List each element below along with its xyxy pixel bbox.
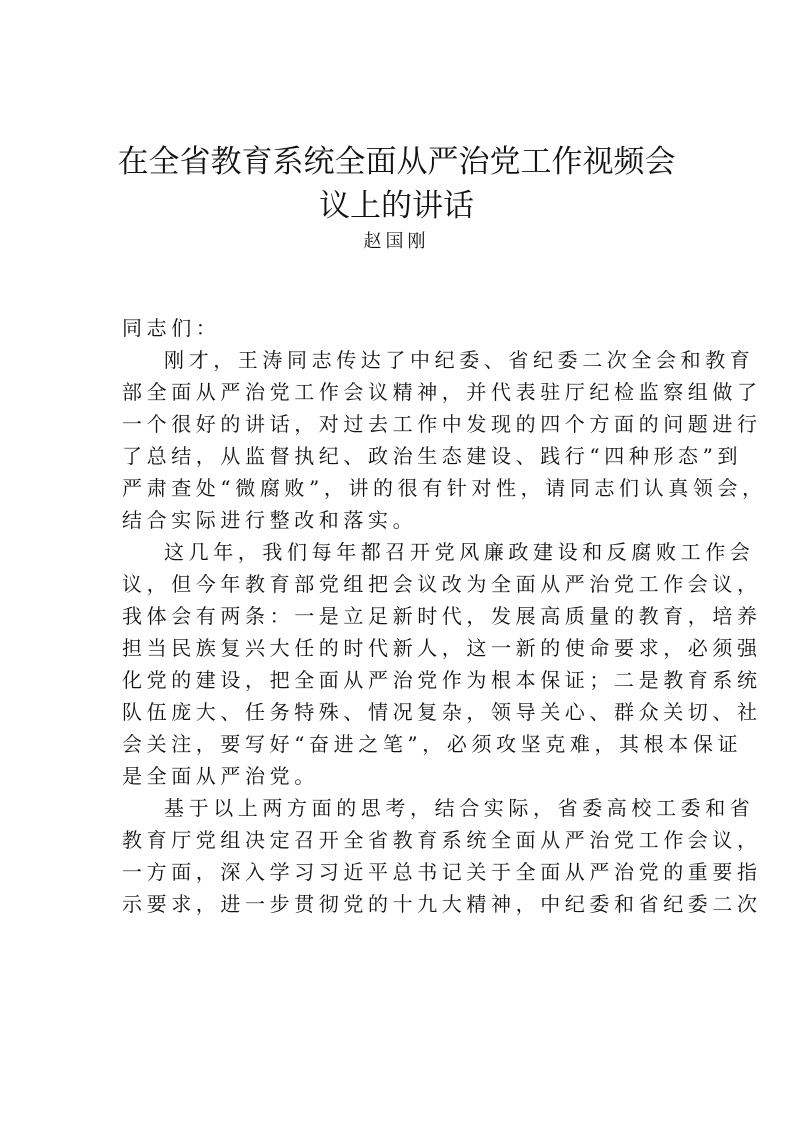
paragraph-2 [122,536,762,792]
paragraph-line: 队伍庞大、任务特殊、情况复杂，领导关心、群众关切、社 [122,700,762,724]
paragraph-line: 教育厅党组决定召开全省教育系统全面从严治党工作会议， [122,828,762,852]
paragraph-line: 一方面，深入学习习近平总书记关于全面从严治党的重要指 [122,860,762,884]
paragraph-line: 基于以上两方面的思考，结合实际，省委高校工委和省 [164,796,755,820]
paragraph-line: 担当民族复兴大任的时代新人，这一新的使命要求，必须强 [122,636,762,660]
author-name: 赵国刚 [363,231,430,252]
paragraph-line: 一个很好的讲话，对过去工作中发现的四个方面的问题进行 [122,412,762,436]
paragraph-line: 我体会有两条：一是立足新时代，发展高质量的教育，培养 [122,604,762,628]
salutation: 同志们： [122,316,221,340]
paragraph-line: 会关注，要写好“奋进之笔”，必须攻坚克难，其根本保证 [122,732,743,756]
paragraph-line: 严肃查处“微腐败”，讲的很有针对性，请同志们认真领会， [122,476,767,500]
paragraph-line: 结合实际进行整改和落实。 [122,508,418,532]
paragraph-line: 议，但今年教育部党组把会议改为全面从严治党工作会议， [122,572,762,596]
paragraph-3 [122,792,762,920]
paragraph-line: 是全面从严治党。 [122,764,319,788]
paragraph-line: 了总结，从监督执纪、政治生态建设、践行“四种形态”到 [122,444,743,468]
paragraph-line: 刚才，王涛同志传达了中纪委、省纪委二次全会和教育 [164,348,755,372]
document-title-line-2: 议上的讲话 [319,188,474,224]
paragraph-line: 部全面从严治党工作会议精神，并代表驻厅纪检监察组做了 [122,380,762,404]
paragraph-line: 化党的建设，把全面从严治党作为根本保证；二是教育系统 [122,668,762,692]
paragraph-line: 这几年，我们每年都召开党风廉政建设和反腐败工作会 [164,540,755,564]
document-body [122,312,767,920]
document-title-line-1: 在全省教育系统全面从严治党工作视频会 [117,144,676,180]
paragraph-1 [122,344,767,536]
paragraph-line: 示要求，进一步贯彻党的十九大精神，中纪委和省纪委二次 [122,892,762,916]
